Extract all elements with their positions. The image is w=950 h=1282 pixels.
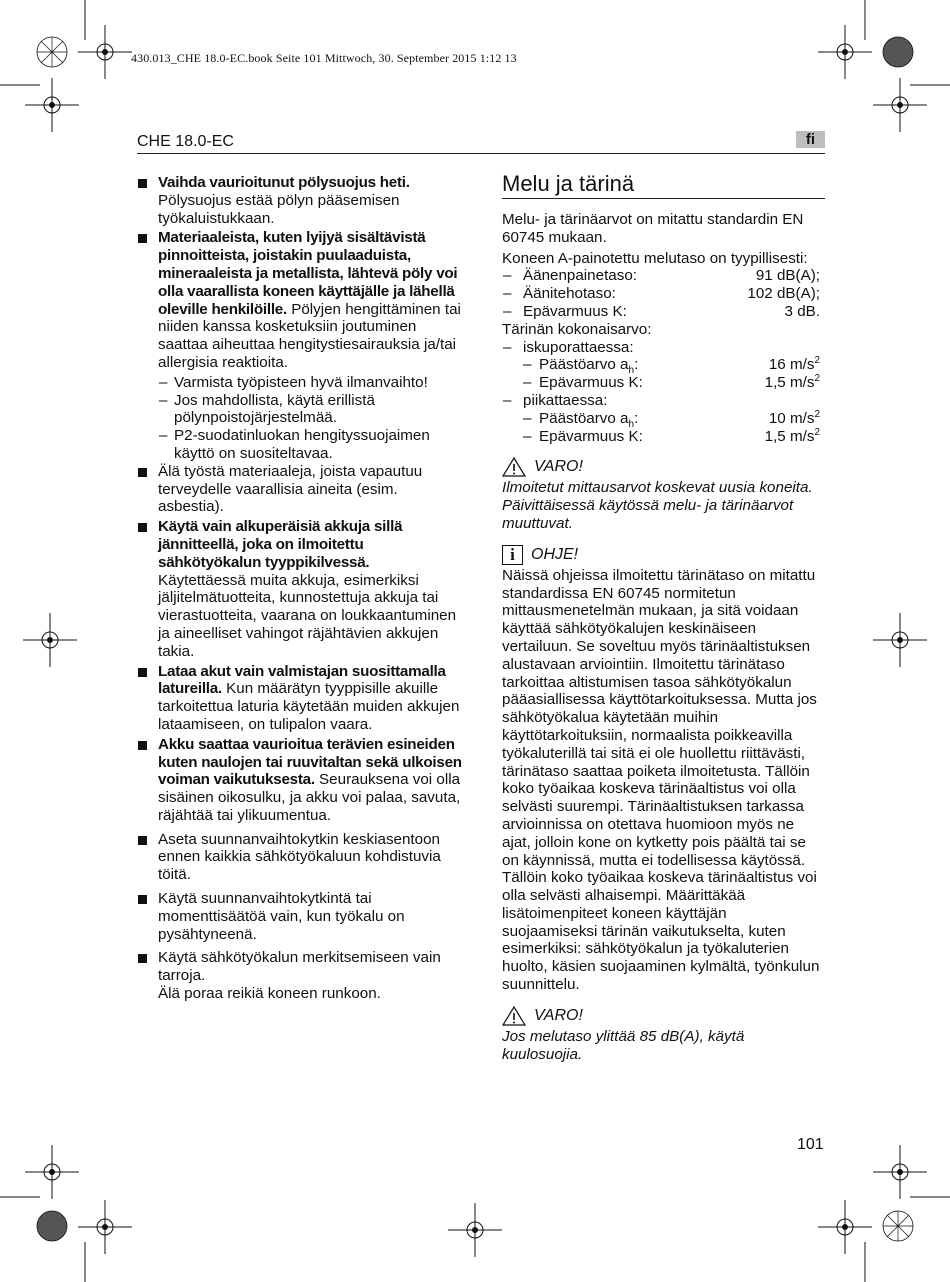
noise-row [502, 267, 825, 285]
vibration-row [502, 410, 825, 428]
bullet-heading: Akku saattaa vaurioitua terävien esineiden kuten naulojen tai ruuvitaltan sekä ulkoisen voiman vaikutuksesta. [158, 735, 462, 789]
vibration-label: – Epävarmuus K: [539, 374, 643, 392]
right-column [502, 171, 825, 1063]
vibration-label: – Päästöarvo $a_h$: [539, 356, 639, 377]
list-item [137, 736, 467, 825]
bullet-text: Käytettäessä muita akkuja, esimerkiksi jäljitelmätuotteita, kunnostettuja akkuja tai vierastuotteita, vaarana on loukkaantuminen ja aineelliset vahingot räjähtävien akkujen takia. [158, 571, 457, 660]
vibration-value: 10 $m/s^2$ [768, 408, 820, 427]
bullet-text: Seurauksena voi olla sisäinen oikosulku, ja akku voi palaa, savuta, räjähtää tai ylikuumentua. [158, 771, 461, 824]
vibration-label: – Päästöarvo $a_h$: [539, 409, 639, 430]
vibration-value: 16 $m/s^2$ [768, 355, 820, 374]
sub-list-item: – Jos mahdollista, käytä erillistä pölynpoistojärjestelmää. [137, 392, 467, 428]
language-tab: fi [796, 131, 825, 148]
paragraph: Melu- ja tärinäarvot on mitattu standardin EN 60745 mukaan. [502, 211, 804, 246]
print-slug: 430.013_CHE 18.0-EC.book Seite 101 Mittwoch, 30. September 2015 1:12 13 [131, 51, 517, 65]
warning-caption: VARO! [534, 1006, 583, 1024]
list-item [137, 663, 467, 734]
info-icon: i [502, 545, 523, 565]
warning-heading [502, 457, 825, 477]
bullet-text: Aseta suunnanvaihtokytkin keskiasentoon ennen kaikkia sähkötyökaluun kohdistuvia töitä. [158, 830, 441, 884]
left-column [137, 174, 467, 1005]
header-rule [137, 153, 825, 154]
vibration-value: 1,5 $m/s^2$ [764, 426, 820, 445]
page-header-title: CHE 18.0-EC [137, 133, 234, 150]
warning-triangle-icon [502, 1006, 526, 1026]
vibration-title: Tärinän kokonaisarvo: [502, 320, 652, 338]
noise-value: 102 dB(A); [747, 285, 820, 303]
bullet-text: Älä työstä materiaaleja, joista vapautuu terveydelle vaarallisia aineita (esim. asbestia). [158, 462, 423, 516]
noise-value: 91 dB(A); [755, 267, 820, 285]
list-item [137, 949, 467, 1002]
list-item [137, 463, 467, 516]
bullet-text: Käytä sähkötyökalun merkitsemiseen vain tarroja. [158, 949, 441, 985]
bullet-text: Kun määrätyn tyyppisille akuille tarkoitettua laturia käytetään muiden akkujen lataamiseen, on tulipalon vaara. [158, 680, 460, 733]
list-item [137, 174, 467, 227]
paragraph: Koneen A-painotettu melutaso on tyypillisesti: [502, 249, 808, 267]
warning-heading [502, 1006, 825, 1026]
list-item [137, 518, 467, 660]
noise-label: – Epävarmuus K: [523, 302, 627, 320]
note-text: Näissä ohjeissa ilmoitettu tärinätaso on mitattu standardissa EN 60745 normitetun mittausmenetelmän mukaan, ja sitä voidaan käyttää sähkötyökalujen keskinäiseen vertailuun. Se soveltuu myös tärinäaltistuksen alustavaan arviointiin. Ilmoitettu tärinätaso tarkoittaa altistumisen tasoa sähkötyökalun pääasiallisessa käyttötarkoituksessa. Mutta jos sähkötyökalua käytetään muihin käyttötarkoituksiin, normaalista poikkeavilla työkaluterillä tai sitä ei ole huollettu riittävästi, tärinätaso saattaa poiketa ilmoitetusta. Tällöin koko työaikaa koskeva tärinäaltistus voi olla selvästi suurempi. Tärinäaltistuksen tarkassa arvioinnissa on otettava huomioon myös ne ajat, jolloin kone on kytketty pois päältä tai se on käynnissä, mutta ei todellisessa käytössä. Tällöin koko työaikaa koskeva tärinäaltistus voi olla selvästi alhaisempi. Määrittäkää lisätoimenpiteet koneen käyttäjän suojaamiseksi tärinän vaikutukselta, kuten esimerkiksi: sähkötyökalun ja työkaluterien huolto, käsien suojaaminen kylmältä, työnkulun suunnittelu. [502, 566, 820, 994]
bullet-heading: Materiaaleista, kuten lyijyä sisältävistä pinnoitteista, joistakin puulaaduista, mineraaleista ja metallista, lähtevä pöly voi olla vaarallista koneen käyttäjälle ja lähellä oleville henkilöille. [158, 229, 458, 318]
page-number: 101 [797, 1136, 824, 1153]
warning-caption: VARO! [534, 458, 583, 476]
noise-row [502, 285, 825, 303]
bullet-text: Pölyjen hengittäminen tai niiden kanssa kosketuksiin joutuminen saattaa aiheuttaa hengitystiesairauksia ja/tai allergisia reaktioita. [158, 300, 461, 371]
noise-label: – Äänenpainetaso: [523, 267, 638, 285]
list-item [137, 229, 467, 371]
note-heading [502, 545, 825, 565]
note-caption: OHJE! [531, 545, 579, 563]
bullet-heading: Käytä vain alkuperäisiä akkuja sillä jännitteellä, joka on ilmoitettu sähkötyökalun tyyppikilvessä. [158, 518, 403, 571]
vibration-mode: – iskuporattaessa: [502, 339, 825, 357]
section-title: Melu ja tärinä [502, 171, 825, 199]
vibration-mode: – piikattaessa: [502, 392, 825, 410]
warning-triangle-icon [502, 457, 526, 477]
vibration-row [502, 374, 825, 392]
vibration-value: 1,5 $m/s^2$ [764, 373, 820, 392]
bullet-heading: Vaihda vaurioitunut pölysuojus heti. [158, 174, 410, 191]
sub-list-item: – Varmista työpisteen hyvä ilmanvaihto! [137, 374, 467, 392]
vibration-row [502, 428, 825, 446]
vibration-row [502, 355, 825, 377]
list-item [137, 890, 467, 943]
bullet-text: Käytä suunnanvaihtokytkintä tai momenttisäätöä vain, kun työkalu on pysähtyneenä. [158, 890, 405, 943]
bullet-text: Pölysuojus estää pölyn pääsemisen työkaluistukkaan. [158, 191, 400, 227]
bullet-heading: Lataa akut vain valmistajan suosittamalla latureilla. [158, 662, 446, 698]
vibration-label: – Epävarmuus K: [539, 427, 643, 445]
bullet-text: Älä poraa reikiä koneen runkoon. [158, 985, 381, 1003]
noise-value: 3 dB. [784, 302, 820, 320]
warning-text: Ilmoitetut mittausarvot koskevat uusia koneita. Päivittäisessä käytössä melu- ja tärinäarvot muuttuvat. [502, 479, 813, 532]
noise-row [502, 303, 825, 321]
warning-text: Jos melutaso ylittää 85 dB(A), käytä kuulosuojia. [502, 1027, 745, 1063]
list-item [137, 831, 467, 884]
noise-label: – Äänitehotaso: [523, 285, 616, 303]
sub-list-item: – P2-suodatinluokan hengityssuojaimen käyttö on suositeltavaa. [137, 427, 467, 463]
